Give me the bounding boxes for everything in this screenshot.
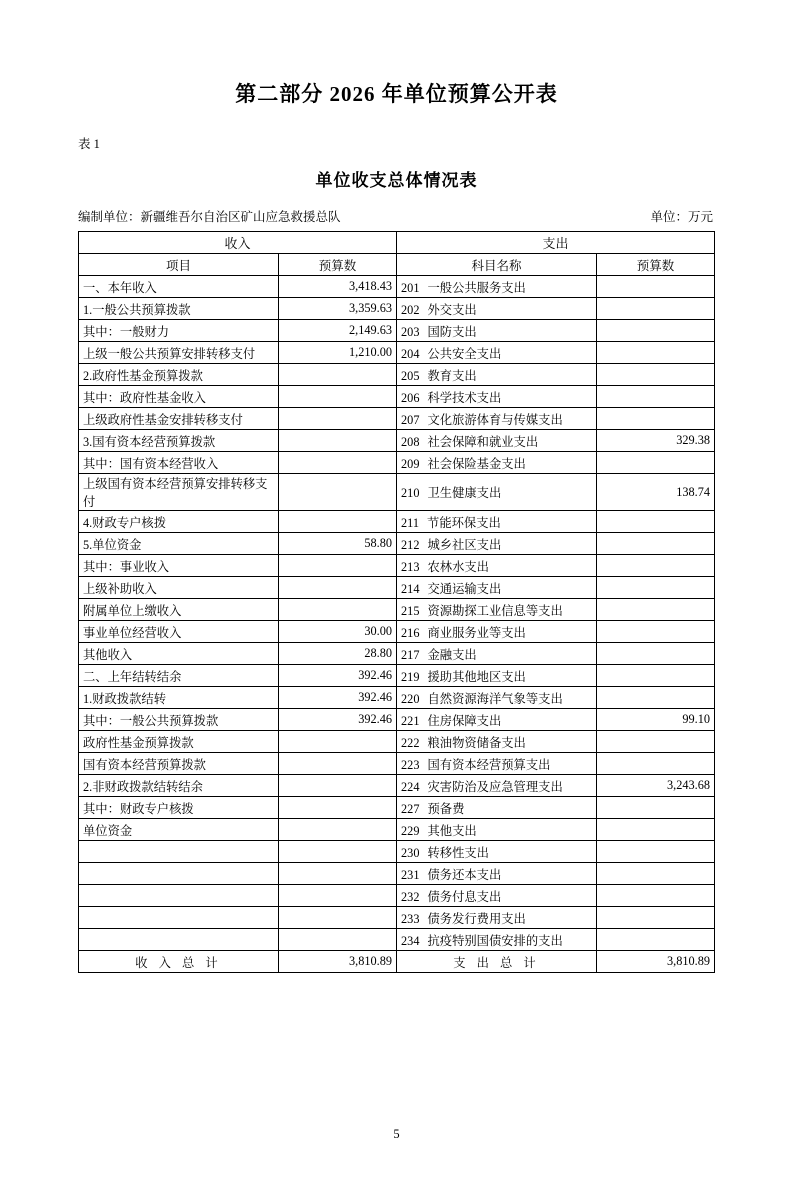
table-row [79,342,715,364]
row-subject-name: 社会保险基金支出 [427,456,526,471]
table-total-row [79,951,715,973]
row-subject-label [397,621,597,643]
row-expense-amount [597,929,715,951]
row-subject-label [397,555,597,577]
row-income-amount: 3,359.63 [279,298,397,320]
row-expense-amount [597,320,715,342]
table-row [79,907,715,929]
row-expense-amount [597,533,715,555]
row-subject-label [397,753,597,775]
budget-table [78,231,715,973]
row-item-label [79,929,279,951]
row-subject-name: 国防支出 [427,324,477,339]
row-income-amount: 392.46 [279,687,397,709]
row-income-amount [279,452,397,474]
table-row [79,775,715,797]
row-subject-code: 221 [401,713,420,728]
document-page [0,78,793,1200]
row-subject-label [397,797,597,819]
row-expense-amount [597,643,715,665]
row-item-label [79,841,279,863]
row-expense-amount [597,907,715,929]
row-subject-label [397,599,597,621]
row-item-label: 1.财政拨款结转 [79,687,279,709]
row-subject-label [397,386,597,408]
table-row [79,430,715,452]
row-item-label: 5.单位资金 [79,533,279,555]
row-subject-label [397,885,597,907]
row-subject-label [397,430,597,452]
table-row [79,474,715,511]
row-expense-amount [597,885,715,907]
total-expense-value: 3,810.89 [597,951,715,973]
row-subject-label [397,841,597,863]
row-subject-name: 债务发行费用支出 [427,911,526,926]
row-subject-name: 教育支出 [427,368,477,383]
row-expense-amount [597,342,715,364]
row-item-label: 其中：一般财力 [79,320,279,342]
row-item-label: 上级国有资本经营预算安排转移支付 [79,474,279,511]
row-subject-label [397,298,597,320]
row-expense-amount [597,819,715,841]
row-subject-label [397,929,597,951]
row-subject-label [397,577,597,599]
row-subject-label [397,709,597,731]
table-row [79,408,715,430]
table-row [79,577,715,599]
row-income-amount [279,555,397,577]
table-row [79,599,715,621]
row-subject-code: 207 [401,412,420,427]
row-subject-name: 卫生健康支出 [427,486,502,500]
table-row [79,687,715,709]
row-subject-name: 转移性支出 [427,845,489,860]
row-subject-name: 资源勘探工业信息等支出 [427,603,563,618]
row-subject-code: 202 [401,302,420,317]
row-subject-name: 一般公共服务支出 [427,280,526,295]
table-row [79,555,715,577]
row-subject-code: 215 [401,603,420,618]
row-income-amount: 1,210.00 [279,342,397,364]
row-subject-code: 205 [401,368,420,383]
row-item-label: 2.政府性基金预算拨款 [79,364,279,386]
row-subject-label [397,408,597,430]
table-row [79,298,715,320]
row-subject-name: 预备费 [427,801,465,816]
row-expense-amount [597,753,715,775]
row-expense-amount [597,731,715,753]
row-subject-label [397,364,597,386]
row-subject-name: 农林水支出 [427,559,489,574]
row-subject-label [397,775,597,797]
row-income-amount: 2,149.63 [279,320,397,342]
total-expense-label: 支 出 总 计 [397,951,597,973]
row-subject-label [397,342,597,364]
row-item-label: 其中：事业收入 [79,555,279,577]
row-subject-name: 社会保障和就业支出 [427,434,539,449]
table-meta [78,207,713,225]
table-row [79,320,715,342]
row-income-amount [279,731,397,753]
row-income-amount: 3,418.43 [279,276,397,298]
row-subject-label [397,687,597,709]
row-item-label: 政府性基金预算拨款 [79,731,279,753]
row-item-label: 4.财政专户核拨 [79,511,279,533]
table-body [79,276,715,951]
table-title: 单位收支总体情况表 [315,171,478,190]
row-income-amount [279,863,397,885]
row-expense-amount [597,555,715,577]
header-income-amount: 预算数 [279,254,397,276]
row-subject-name: 商业服务业等支出 [427,625,526,640]
row-expense-amount: 3,243.68 [597,775,715,797]
table-row [79,885,715,907]
table-row [79,364,715,386]
row-income-amount: 28.80 [279,643,397,665]
row-expense-amount [597,863,715,885]
table-label: 表 1 [78,137,100,151]
row-subject-code: 209 [401,456,420,471]
row-subject-label [397,320,597,342]
row-subject-code: 204 [401,346,420,361]
row-subject-code: 223 [401,757,420,772]
row-subject-name: 债务还本支出 [427,867,502,882]
row-item-label: 2.非财政拨款结转结余 [79,775,279,797]
row-income-amount [279,577,397,599]
row-item-label: 上级一般公共预算安排转移支付 [79,342,279,364]
row-item-label: 国有资本经营预算拨款 [79,753,279,775]
row-subject-code: 213 [401,559,420,574]
table-row [79,753,715,775]
table-row [79,797,715,819]
row-subject-label [397,665,597,687]
row-income-amount [279,430,397,452]
row-subject-code: 211 [401,515,420,530]
row-item-label [79,907,279,929]
row-expense-amount [597,841,715,863]
row-subject-code: 210 [401,486,420,500]
row-subject-code: 201 [401,280,420,295]
page-number: 5 [393,1127,400,1141]
row-item-label: 其中：财政专户核拨 [79,797,279,819]
row-subject-name: 灾害防治及应急管理支出 [427,779,563,794]
row-expense-amount [597,621,715,643]
row-subject-name: 其他支出 [427,823,477,838]
row-subject-code: 206 [401,390,420,405]
table-row [79,621,715,643]
row-subject-name: 科学技术支出 [427,390,502,405]
row-expense-amount: 329.38 [597,430,715,452]
row-income-amount [279,885,397,907]
table-row [79,731,715,753]
header-income: 收入 [79,232,397,254]
row-subject-code: 232 [401,889,420,904]
table-row [79,533,715,555]
row-item-label: 上级政府性基金安排转移支付 [79,408,279,430]
table-row [79,819,715,841]
table-row [79,665,715,687]
row-income-amount: 58.80 [279,533,397,555]
row-item-label: 单位资金 [79,819,279,841]
table-row [79,709,715,731]
table-subheader-group [79,254,715,276]
row-income-amount [279,929,397,951]
header-item: 项目 [79,254,279,276]
row-subject-label [397,819,597,841]
row-subject-code: 220 [401,691,420,706]
row-income-amount [279,511,397,533]
row-expense-amount [597,797,715,819]
row-subject-name: 城乡社区支出 [427,537,502,552]
row-item-label: 1.一般公共预算拨款 [79,298,279,320]
table-row [79,511,715,533]
row-expense-amount [597,577,715,599]
row-subject-code: 219 [401,669,420,684]
row-subject-name: 金融支出 [427,647,477,662]
row-item-label: 上级补助收入 [79,577,279,599]
row-subject-name: 债务付息支出 [427,889,502,904]
row-subject-code: 233 [401,911,420,926]
header-expense: 支出 [397,232,715,254]
total-income-label: 收 入 总 计 [79,951,279,973]
row-subject-name: 节能环保支出 [427,515,501,530]
row-subject-name: 交通运输支出 [427,581,502,596]
row-item-label: 附属单位上缴收入 [79,599,279,621]
row-item-label: 其中：一般公共预算拨款 [79,709,279,731]
row-subject-label [397,452,597,474]
row-item-label [79,863,279,885]
row-subject-label [397,474,597,511]
row-subject-name: 文化旅游体育与传媒支出 [427,412,563,427]
row-income-amount [279,797,397,819]
row-income-amount [279,775,397,797]
row-expense-amount [597,364,715,386]
row-item-label: 其中：政府性基金收入 [79,386,279,408]
row-subject-name: 粮油物资储备支出 [427,735,526,750]
row-income-amount [279,408,397,430]
row-subject-code: 203 [401,324,420,339]
row-income-amount [279,907,397,929]
row-subject-label [397,533,597,555]
table-row [79,863,715,885]
row-expense-amount [597,599,715,621]
row-subject-code: 231 [401,867,420,882]
row-income-amount [279,474,397,511]
row-expense-amount: 138.74 [597,474,715,511]
row-item-label: 事业单位经营收入 [79,621,279,643]
header-subject: 科目名称 [397,254,597,276]
row-subject-code: 216 [401,625,420,640]
row-subject-name: 住房保障支出 [427,713,502,728]
currency-unit-label: 单位：万元 [650,210,713,224]
row-subject-code: 222 [401,735,420,750]
compiler-unit-label: 编制单位：新疆维吾尔自治区矿山应急救援总队 [78,210,341,224]
row-item-label: 其中：国有资本经营收入 [79,452,279,474]
page-title: 第二部分 2026 年单位预算公开表 [235,82,558,106]
table-row [79,452,715,474]
total-income-value: 3,810.89 [279,951,397,973]
row-subject-code: 208 [401,434,420,449]
row-expense-amount [597,386,715,408]
row-subject-name: 援助其他地区支出 [427,669,526,684]
row-item-label [79,885,279,907]
row-income-amount [279,386,397,408]
row-subject-label [397,907,597,929]
row-subject-code: 212 [401,537,420,552]
row-subject-label [397,863,597,885]
row-income-amount: 392.46 [279,665,397,687]
row-subject-code: 227 [401,801,420,816]
row-subject-code: 224 [401,779,420,794]
table-row [79,841,715,863]
row-item-label: 二、上年结转结余 [79,665,279,687]
row-income-amount: 30.00 [279,621,397,643]
table-header-group [79,232,715,254]
row-subject-label [397,511,597,533]
row-subject-code: 214 [401,581,420,596]
row-income-amount: 392.46 [279,709,397,731]
row-income-amount [279,599,397,621]
row-expense-amount: 99.10 [597,709,715,731]
row-subject-name: 外交支出 [427,302,477,317]
row-subject-name: 国有资本经营预算支出 [427,757,551,772]
row-subject-label [397,643,597,665]
row-income-amount [279,364,397,386]
table-row [79,386,715,408]
row-expense-amount [597,511,715,533]
row-income-amount [279,753,397,775]
header-expense-amount: 预算数 [597,254,715,276]
row-income-amount [279,841,397,863]
row-subject-name: 抗疫特别国债安排的支出 [427,933,563,948]
row-subject-code: 230 [401,845,420,860]
row-expense-amount [597,687,715,709]
row-subject-name: 自然资源海洋气象等支出 [427,691,563,706]
row-item-label: 3.国有资本经营预算拨款 [79,430,279,452]
row-expense-amount [597,665,715,687]
row-expense-amount [597,408,715,430]
row-expense-amount [597,452,715,474]
table-row [79,929,715,951]
row-subject-name: 公共安全支出 [427,346,502,361]
row-subject-label [397,276,597,298]
table-row [79,643,715,665]
row-subject-code: 217 [401,647,420,662]
row-item-label: 一、本年收入 [79,276,279,298]
table-row [79,276,715,298]
row-income-amount [279,819,397,841]
row-expense-amount [597,276,715,298]
row-subject-label [397,731,597,753]
row-expense-amount [597,298,715,320]
row-subject-code: 234 [401,933,420,948]
row-subject-code: 229 [401,823,420,838]
row-item-label: 其他收入 [79,643,279,665]
